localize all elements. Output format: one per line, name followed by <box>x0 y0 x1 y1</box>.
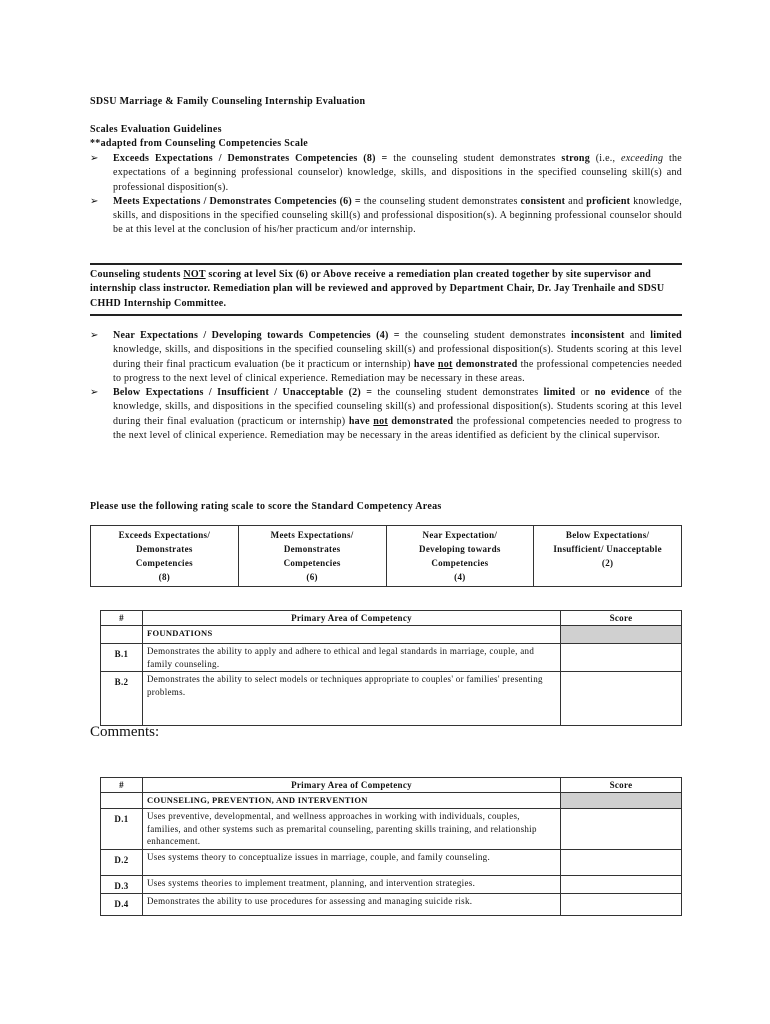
row-number: D.4 <box>101 894 143 916</box>
col-header-number: # <box>101 611 143 626</box>
table-row <box>101 672 682 726</box>
row-text: Uses preventive, developmental, and wellness approaches in working with individuals, couples, families, and other systems such as premarital counseling, parenting skills training, and relationship enhancement. <box>143 809 561 850</box>
score-input-d3[interactable] <box>561 875 682 894</box>
adapted-note: **adapted from Counseling Competencies Scale <box>90 138 309 149</box>
guideline-below: ➢ Below Expectations / Insufficient / Unacceptable (2) = the counseling student demonstrates limited or no evidence of the knowledge, skills, and dispositions in the specified counseling skill(s) and professional disposition(s). Students scoring at this level during their final evaluation (practicum or internship) have not demonstrated the professional competencies needed to progress to the next level of clinical experience. Remediation may be necessary in the areas identified as deficient by the clinical supervisor. <box>90 387 683 442</box>
table-row <box>101 894 682 916</box>
col-header-area: Primary Area of Competency <box>143 611 561 626</box>
row-number: D.3 <box>101 875 143 894</box>
remediation-notice: Counseling students NOT scoring at level Six (6) or Above receive a remediation plan created together by site supervisor and internship class instructor. Remediation plan will be reviewed and approved by Department Chair, Dr. Jay Trenhaile and SDSU CHHD Internship Committee. <box>90 269 665 309</box>
competency-table-counseling <box>100 777 682 916</box>
table-row <box>101 875 682 894</box>
col-header-score: Score <box>561 611 682 626</box>
row-text: Uses systems theories to implement treatment, planning, and intervention strategies. <box>143 875 561 894</box>
table-row <box>101 809 682 850</box>
row-text: Demonstrates the ability to apply and adhere to ethical and legal standards in marriage, couple, and family counseling. <box>143 644 561 672</box>
rating-scale-heading: Please use the following rating scale to score the Standard Competency Areas <box>90 501 442 512</box>
row-number: D.2 <box>101 849 143 875</box>
row-text: Uses systems theory to conceptualize issues in marriage, couple, and family counseling. <box>143 849 561 875</box>
score-cell-disabled <box>561 626 682 644</box>
guidelines-top-list <box>90 152 682 238</box>
bullet-arrow-icon: ➢ <box>90 195 99 207</box>
divider-bottom <box>90 314 682 316</box>
category-counseling: COUNSELING, PREVENTION, AND INTERVENTION <box>143 793 561 809</box>
row-number: B.2 <box>101 672 143 726</box>
scale-cell-exceeds: Exceeds Expectations/ Demonstrates Competencies (8) <box>91 526 239 587</box>
table-row <box>101 849 682 875</box>
score-input-b2[interactable] <box>561 672 682 726</box>
row-text: Demonstrates the ability to select models or techniques appropriate to couples' or families' presenting problems. <box>143 672 561 726</box>
bullet-arrow-icon: ➢ <box>90 330 99 341</box>
guidelines-bottom-list <box>90 329 682 443</box>
score-input-d1[interactable] <box>561 809 682 850</box>
row-number: D.1 <box>101 809 143 850</box>
rating-scale-table <box>90 525 682 587</box>
score-cell-disabled <box>561 793 682 809</box>
page-title: SDSU Marriage & Family Counseling Internship Evaluation <box>90 96 366 107</box>
guideline-near: ➢ Near Expectations / Developing towards Competencies (4) = the counseling student demonstrates inconsistent and limited knowledge, skills, and dispositions in the specified counseling skill(s) and professional disposition(s). Students scoring at this level during their final practicum evaluation (be it practicum or internship) have not demonstrated the professional competencies needed to progress to the next level of clinical experience. Remediation may be necessary in these areas. <box>90 330 683 384</box>
col-header-number: # <box>101 778 143 793</box>
competency-table-foundations <box>100 610 682 726</box>
scales-heading: Scales Evaluation Guidelines <box>90 124 222 135</box>
bullet-arrow-icon: ➢ <box>90 387 99 399</box>
scale-cell-below: Below Expectations/ Insufficient/ Unacceptable (2) <box>534 526 682 587</box>
guideline-exceeds: ➢ Exceeds Expectations / Demonstrates Competencies (8) = the counseling student demonstrates strong (i.e., exceeding the expectations of a beginning professional counselor) knowledge, skills, and dispositions in the specified counseling skill(s) and professional disposition(s). <box>90 153 682 193</box>
row-number: B.1 <box>101 644 143 672</box>
category-foundations: FOUNDATIONS <box>143 626 561 644</box>
comments-label: Comments: <box>90 724 160 740</box>
guideline-lead: Exceeds Expectations / Demonstrates Competencies (8) = <box>113 153 388 164</box>
score-input-d2[interactable] <box>561 849 682 875</box>
scale-cell-meets: Meets Expectations/ Demonstrates Competencies (6) <box>238 526 386 587</box>
score-input-d4[interactable] <box>561 894 682 916</box>
table-row <box>101 644 682 672</box>
bullet-arrow-icon: ➢ <box>90 153 99 164</box>
score-input-b1[interactable] <box>561 644 682 672</box>
scale-cell-near: Near Expectation/ Developing towards Competencies (4) <box>386 526 534 587</box>
row-text: Demonstrates the ability to use procedures for assessing and managing suicide risk. <box>143 894 561 916</box>
col-header-score: Score <box>561 778 682 793</box>
guideline-lead: Meets Expectations / Demonstrates Competencies (6) = <box>113 195 361 207</box>
guideline-meets: ➢ Meets Expectations / Demonstrates Competencies (6) = the counseling student demonstrates consistent and proficient knowledge, skills, and dispositions in the specified counseling skill(s) and professional disposition(s). A beginning professional counselor should be at this level at the conclusion of his/her practicum and/or internship. <box>90 195 682 236</box>
col-header-area: Primary Area of Competency <box>143 778 561 793</box>
divider-top <box>90 263 682 265</box>
